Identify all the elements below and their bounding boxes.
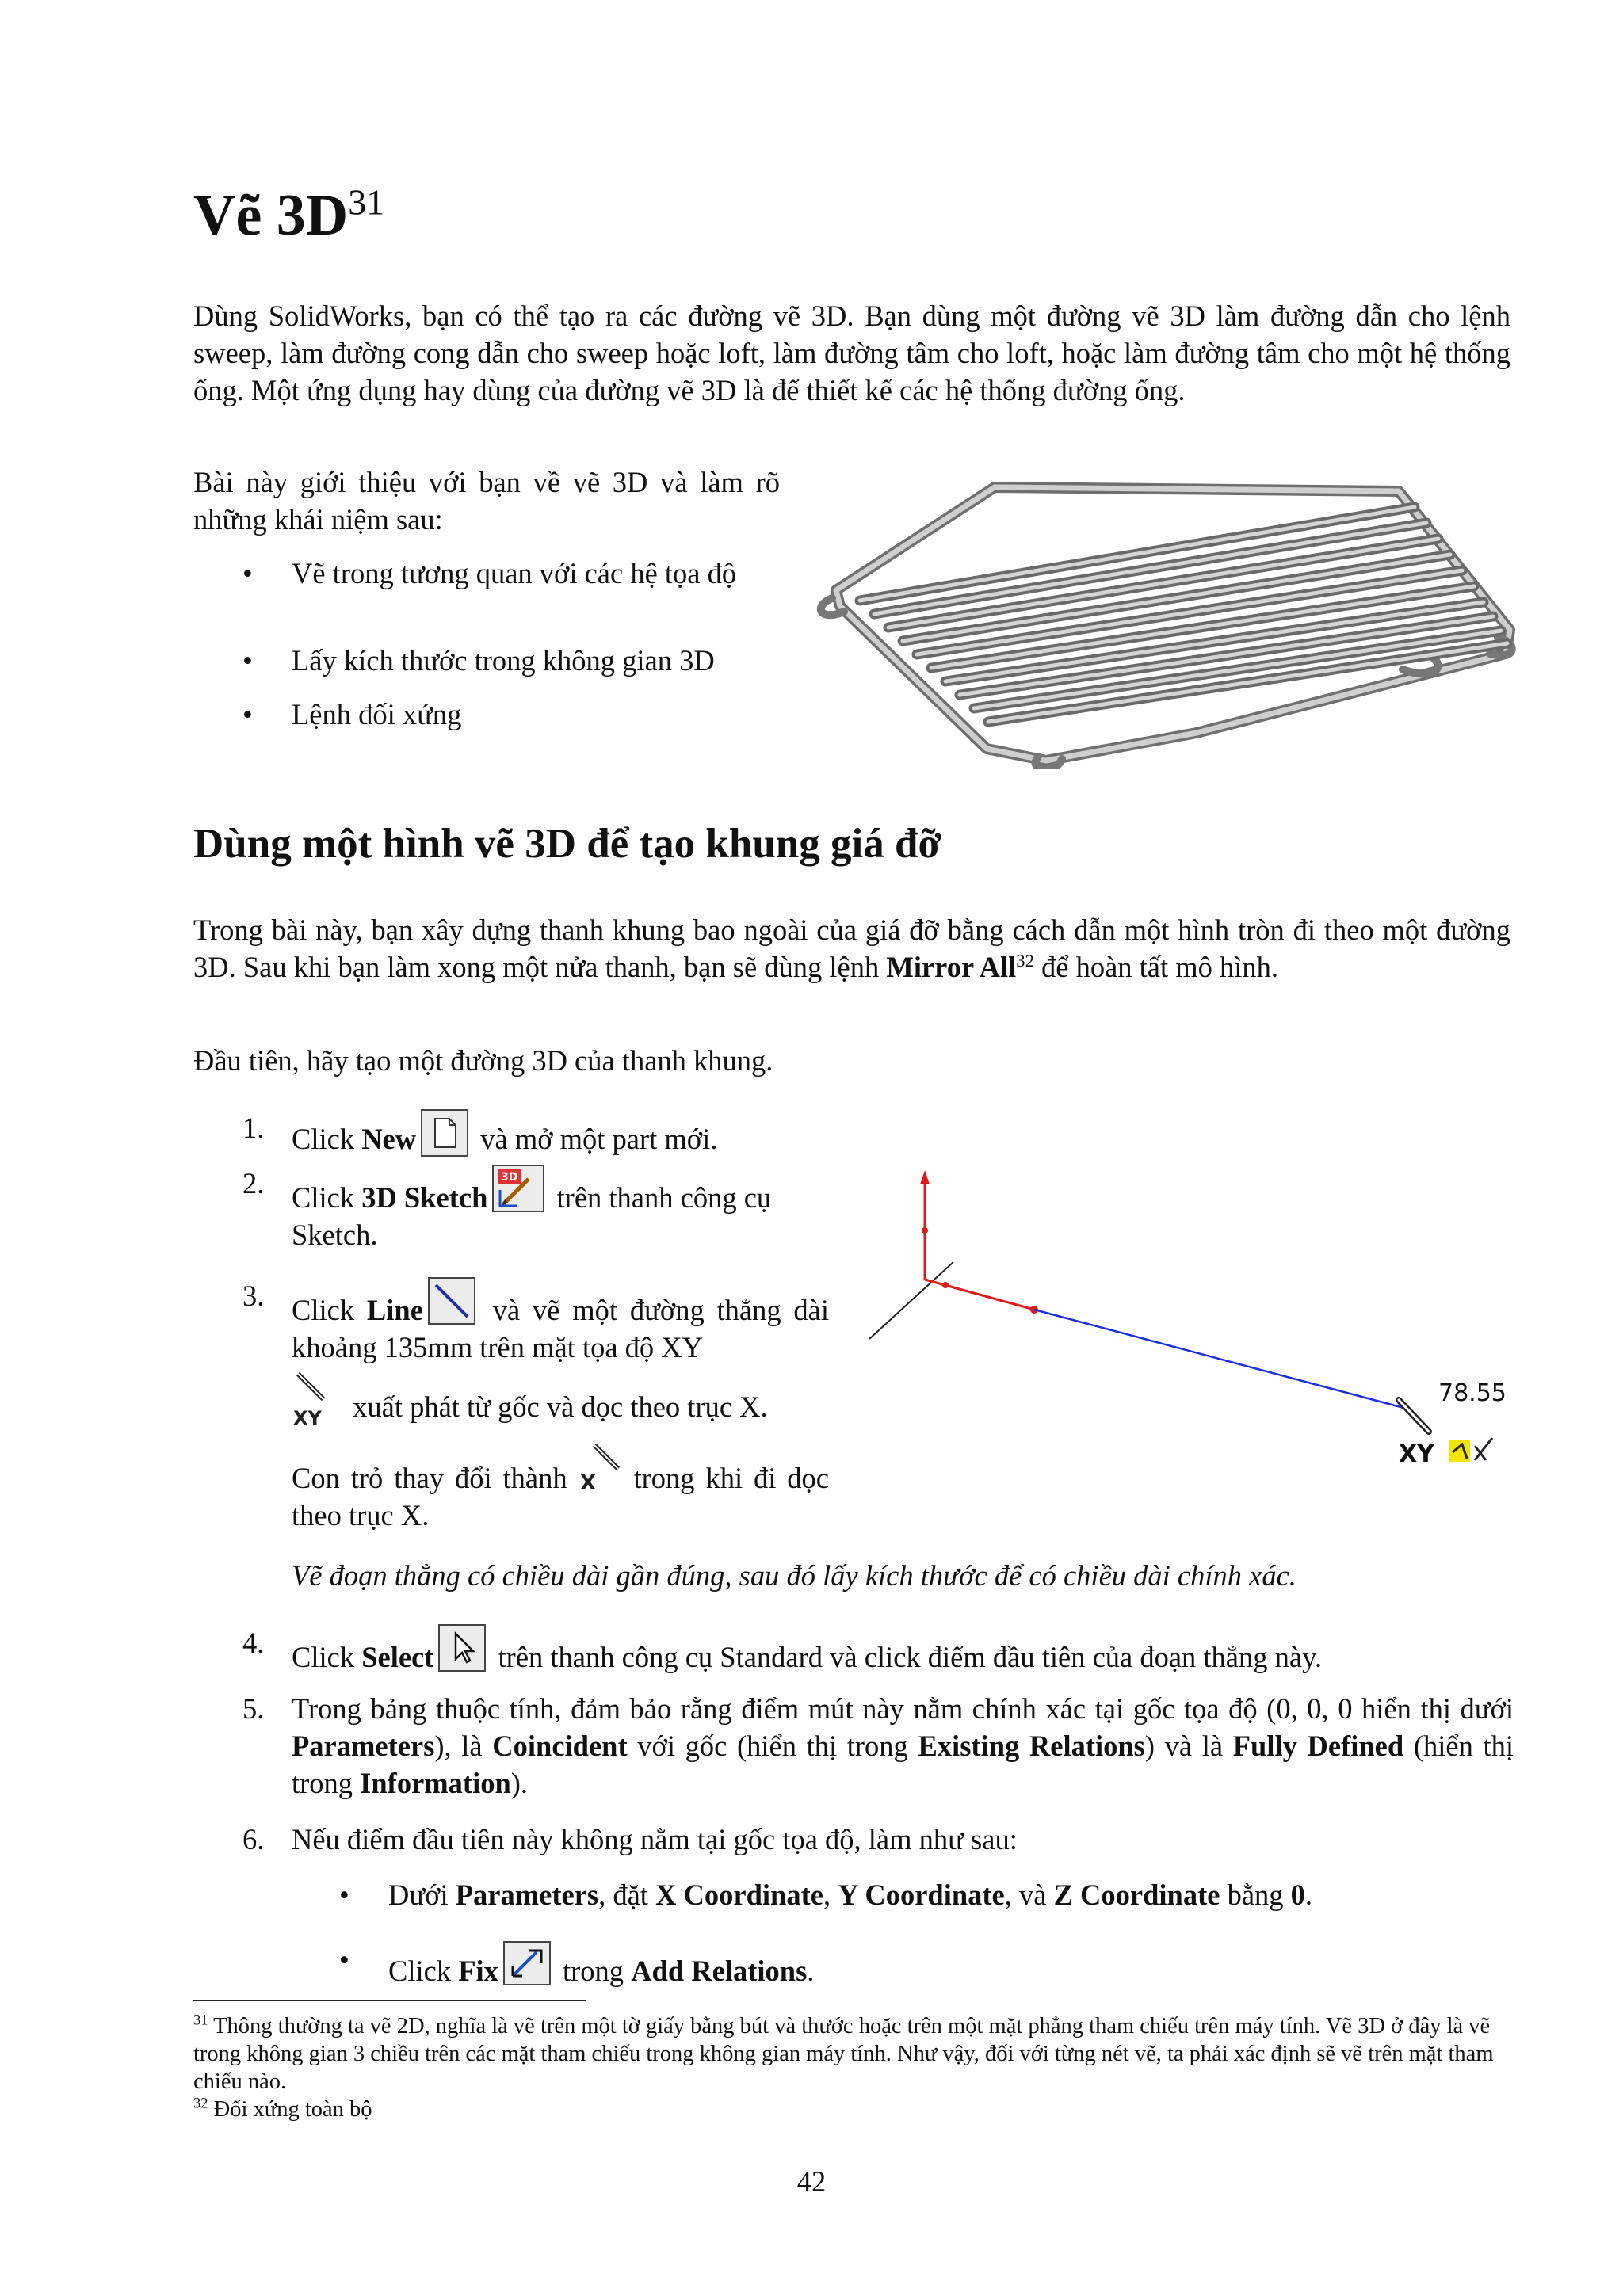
select-pointer-icon[interactable] bbox=[438, 1624, 486, 1672]
footnote-separator bbox=[193, 2000, 586, 2001]
line-icon[interactable] bbox=[428, 1277, 475, 1325]
xy-plane-cursor-icon bbox=[292, 1371, 346, 1428]
section-paragraph: Trong bài này, bạn xây dựng thanh khung bao ngoài của giá đỡ bằng cách dẫn một hình tròn đi theo một đường 3D. Sau khi bạn làm xong một nửa thanh, bạn sẽ dùng lệnh Mirror All$^{32}$ để hoàn tất mô hình. bbox=[193, 913, 1510, 983]
step-3-note: Vẽ đoạn thẳng có chiều dài gần đúng, sau đó lấy kích thước để có chiều dài chính xác. bbox=[292, 1559, 1296, 1592]
x-axis-cursor-icon bbox=[579, 1444, 623, 1493]
dimension-label: 78.55 bbox=[1438, 1379, 1507, 1407]
footnote-31: $^{31}$ Thông thường ta vẽ 2D, nghĩa là vẽ trên một tờ giấy bằng bút và thước hoặc trên một mặt phẳng tham chiếu trên máy tính. Vẽ 3D ở đây là vẽ trong không gian 3 chiều trên các mặt tham chiếu trong không gian máy tính. Như vậy, đối với từng nét vẽ, ta phải xác định sẽ vẽ trên mặt tham chiếu nào. bbox=[193, 2012, 1494, 2094]
footnote-32: $^{32}$ Đối xứng toàn bộ bbox=[193, 2095, 372, 2122]
step-number: 3. bbox=[242, 1280, 265, 1312]
concept-text: Lệnh đối xứng bbox=[292, 698, 462, 730]
new-document-icon[interactable] bbox=[421, 1109, 468, 1157]
3d-sketch-figure bbox=[860, 1161, 1518, 1478]
step-6-sub-2: • Click Fix trong Add Relations. bbox=[339, 1941, 1512, 1989]
page-title-text: Vẽ 3D bbox=[193, 183, 349, 248]
rack-bars bbox=[860, 507, 1507, 722]
concept-text: Vẽ trong tương quan với các hệ tọa độ bbox=[292, 557, 737, 589]
step-number: 5. bbox=[242, 1692, 265, 1725]
section-heading: Dùng một hình vẽ 3D để tạo khung giá đỡ bbox=[193, 821, 941, 867]
first-instruction: Đầu tiên, hãy tạo một đường 3D của thanh khung. bbox=[193, 1044, 773, 1077]
step-number: 6. bbox=[242, 1823, 265, 1855]
concept-list bbox=[242, 555, 781, 743]
xy-plane-label: XY bbox=[1399, 1440, 1434, 1468]
step-5: 5. Trong bảng thuộc tính, đảm bảo rằng điểm mút này nằm chính xác tại gốc tọa độ (0, 0, 0 hiển thị dưới Parameters), là Coincident với gốc (hiển thị trong Existing Relations) và là Fully Defined (hiển thị trong Information). bbox=[242, 1690, 1514, 1802]
footnote-ref-31: 31 bbox=[348, 181, 385, 223]
step-6-text: Nếu điểm đầu tiên này không nằm tại gốc tọa độ, làm như sau: bbox=[292, 1823, 1018, 1855]
fix-relation-icon[interactable] bbox=[503, 1941, 551, 1985]
svg-text:3D: 3D bbox=[501, 1171, 518, 1184]
step-number: 1. bbox=[242, 1112, 265, 1144]
page-title bbox=[193, 181, 385, 248]
page-number: 42 bbox=[796, 2165, 827, 2198]
footnote-ref-32: 32 bbox=[1016, 950, 1034, 971]
footnotes bbox=[193, 2012, 1514, 2123]
step-number: 2. bbox=[242, 1167, 265, 1199]
concept-text: Lấy kích thước trong không gian 3D bbox=[292, 644, 715, 677]
step-6 bbox=[242, 1821, 1514, 1858]
svg-text:X: X bbox=[579, 1471, 596, 1493]
concept-item: • Lệnh đối xứng bbox=[242, 696, 781, 743]
step-1: 1. Click New và mở một part mới. bbox=[242, 1109, 876, 1158]
mirror-all-term: Mirror All bbox=[886, 951, 1017, 983]
rack-illustration bbox=[800, 460, 1518, 769]
3d-sketch-icon[interactable] bbox=[492, 1165, 544, 1212]
step-3: 3. Click Line và vẽ một đường thẳng dài khoảng 135mm trên mặt tọa độ XY XY xuất phát từ gốc và dọc theo trục X. Con trỏ thay đổi thành X trong khi đi dọc theo trục X. bbox=[242, 1277, 829, 1534]
step-4: 4. Click Select trên thanh công cụ Standard và click điểm đầu tiên của đoạn thẳng này. bbox=[242, 1624, 1518, 1676]
lesson-intro: Bài này giới thiệu với bạn về vẽ 3D và làm rõ những khái niệm sau: bbox=[193, 466, 780, 536]
step-2: 2. Click 3D Sketch 3D trên thanh công cụ Sketch. bbox=[242, 1165, 829, 1253]
concept-item: • Vẽ trong tương quan với các hệ tọa độ bbox=[242, 555, 781, 642]
svg-text:XY: XY bbox=[293, 1407, 322, 1428]
concept-item: • Lấy kích thước trong không gian 3D bbox=[242, 642, 781, 696]
step-6-sub-1: • Dưới Parameters, đặt X Coordinate, Y Coordinate, và Z Coordinate bằng 0. bbox=[339, 1878, 1313, 1911]
step-number: 4. bbox=[242, 1627, 265, 1659]
intro-paragraph: Dùng SolidWorks, bạn có thể tạo ra các đường vẽ 3D. Bạn dùng một đường vẽ 3D làm đường dẫn cho lệnh sweep, làm đường cong dẫn cho sweep hoặc loft, làm đường tâm cho loft, hoặc làm đường tâm cho một hệ thống ống. Một ứng dụng hay dùng của đường vẽ 3D là để thiết kế các hệ thống đường ống. bbox=[193, 299, 1510, 406]
